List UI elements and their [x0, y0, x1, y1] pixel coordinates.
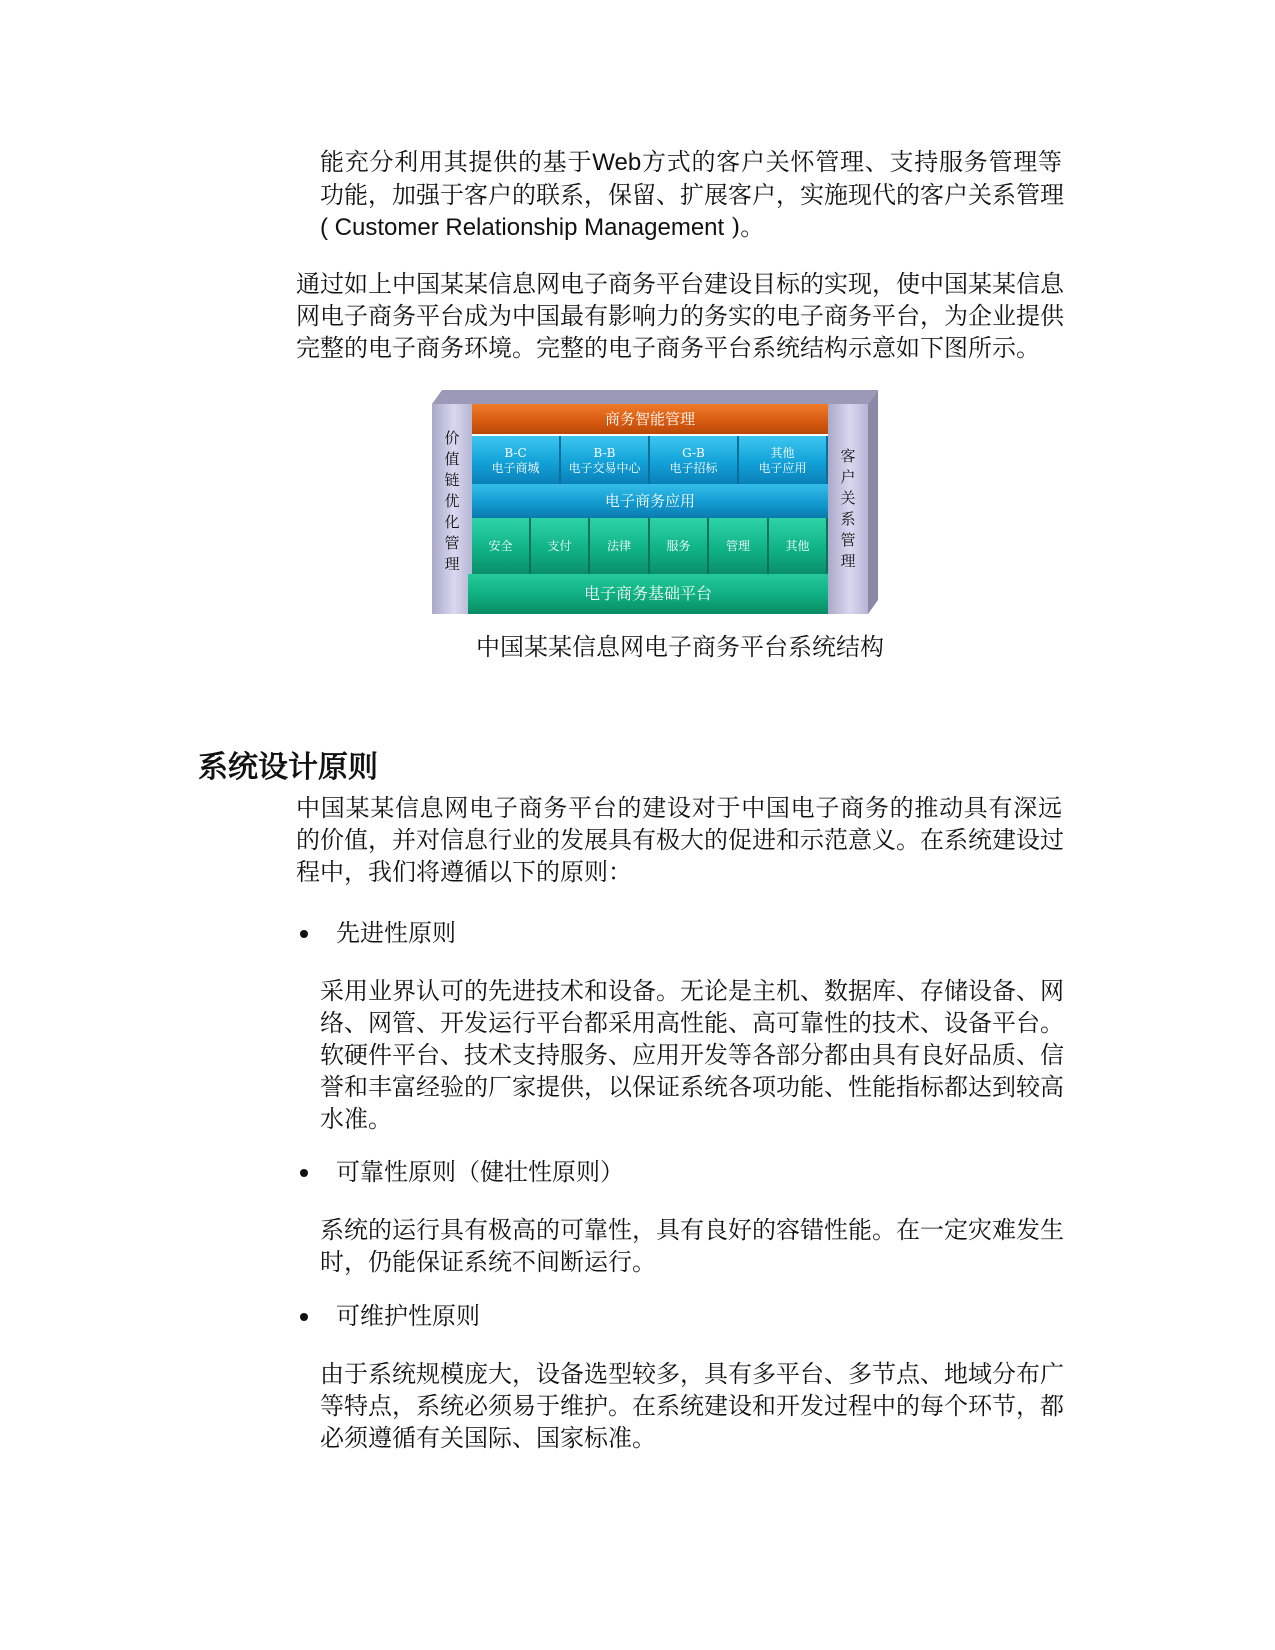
service-box-other [769, 518, 828, 574]
app-code: 其他 [770, 446, 795, 460]
principle-line: 由于系统规模庞大，设备选型较多，具有多平台、多节点、地域分布广 [320, 1360, 1064, 1388]
section-intro-line-1: 中国某某信息网电子商务平台的建设对于中国电子商务的推动具有深远 [296, 794, 1062, 822]
intro-paragraph [320, 146, 1062, 244]
business-intelligence-label: 商务智能管理 [604, 410, 695, 428]
ecommerce-base-platform-label: 电子商务基础平台 [583, 584, 712, 603]
service-label: 安全 [488, 539, 513, 553]
ecommerce-base-platform-bar [468, 574, 828, 614]
value-chain-char: 理 [444, 555, 460, 573]
value-chain-char: 管 [444, 534, 460, 552]
crm-char: 理 [840, 552, 856, 570]
principle-title: 可靠性原则（健壮性原则） [336, 1158, 624, 1186]
crm-char: 管 [840, 531, 856, 549]
app-name: 电子商城 [491, 461, 540, 475]
value-chain-char: 值 [444, 450, 460, 468]
crm-char: 客 [840, 447, 856, 465]
principle-line: 软硬件平台、技术支持服务、应用开发等各部分都由具有良好品质、信 [320, 1041, 1064, 1069]
principle-line: 等特点，系统必须易于维护。在系统建设和开发过程中的每个环节，都 [320, 1392, 1064, 1420]
intro-line-3: ( Customer Relationship Management )。 [320, 213, 765, 241]
service-box-payment [531, 518, 590, 574]
principle-description [320, 1358, 1062, 1454]
service-box-service [650, 518, 709, 574]
principle-line: 采用业界认可的先进技术和设备。无论是主机、数据库、存储设备、网 [320, 977, 1064, 1005]
summary-line-3: 完整的电子商务环境。完整的电子商务平台系统结构示意如下图所示。 [296, 334, 1040, 362]
summary-line-2: 网电子商务平台成为中国最有影响力的务实的电子商务平台，为企业提供 [296, 302, 1064, 330]
section-intro-line-3: 程中，我们将遵循以下的原则： [296, 858, 632, 886]
service-label: 管理 [725, 539, 750, 553]
value-chain-char: 化 [444, 513, 460, 531]
section-intro-paragraph [296, 792, 1062, 888]
app-code: B-C [504, 446, 527, 460]
principle-line: 必须遵循有关国际、国家标准。 [320, 1424, 656, 1452]
value-chain-char: 价 [444, 429, 460, 447]
diagram-caption: 中国某某信息网电子商务平台系统结构 [476, 633, 884, 661]
bullet-icon [300, 1169, 308, 1177]
service-label: 服务 [666, 539, 691, 553]
service-box-security [472, 518, 531, 574]
principle-line: 时，仍能保证系统不间断运行。 [320, 1248, 656, 1276]
service-box-management [709, 518, 769, 574]
intro-line-2: 功能，加强于客户的联系，保留、扩展客户，实施现代的客户关系管理 [320, 181, 1064, 209]
service-label: 支付 [547, 539, 572, 553]
app-box-bb [561, 436, 650, 484]
service-label: 法律 [606, 539, 631, 553]
app-code: G-B [682, 446, 705, 460]
value-chain-char: 链 [444, 471, 460, 489]
intro-line-1: 能充分利用其提供的基于Web方式的客户关怀管理、支持服务管理等 [320, 148, 1062, 176]
service-box-law [590, 518, 650, 574]
summary-line-1: 通过如上中国某某信息网电子商务平台建设目标的实现，使中国某某信息 [296, 270, 1064, 298]
section-intro-line-2: 的价值，并对信息行业的发展具有极大的促进和示范意义。在系统建设过 [296, 826, 1064, 854]
principle-title: 先进性原则 [336, 919, 456, 947]
principle-line: 水准。 [320, 1105, 392, 1133]
principle-description [320, 975, 1062, 1135]
app-name: 电子交易中心 [568, 461, 641, 475]
app-box-gb [650, 436, 739, 484]
architecture-diagram [432, 390, 878, 614]
section-title: 系统设计原则 [198, 750, 378, 785]
principle-line: 系统的运行具有极高的可靠性，具有良好的容错性能。在一定灾难发生 [320, 1216, 1064, 1244]
app-box-bc [472, 436, 561, 484]
ecommerce-application-band [472, 484, 828, 518]
principle-title: 可维护性原则 [336, 1302, 480, 1330]
bullet-icon [300, 930, 308, 938]
crm-char: 关 [840, 489, 856, 507]
crm-column [828, 404, 868, 614]
app-box-other [739, 436, 828, 484]
bullet-icon [300, 1313, 308, 1321]
value-chain-column [432, 404, 472, 614]
value-chain-char: 优 [444, 492, 460, 510]
crm-char: 户 [840, 468, 856, 486]
crm-char: 系 [840, 510, 856, 528]
summary-paragraph [296, 268, 1062, 364]
app-name: 电子招标 [669, 461, 718, 475]
ecommerce-application-label: 电子商务应用 [604, 492, 695, 510]
principle-description [320, 1214, 1062, 1278]
app-code: B-B [593, 446, 616, 460]
app-name: 电子应用 [758, 461, 807, 475]
service-label: 其他 [785, 539, 810, 553]
principle-line: 誉和丰富经验的厂家提供，以保证系统各项功能、性能指标都达到较高 [320, 1073, 1064, 1101]
principle-line: 络、网管、开发运行平台都采用高性能、高可靠性的技术、设备平台。 [320, 1009, 1064, 1037]
business-intelligence-bar [472, 404, 828, 434]
